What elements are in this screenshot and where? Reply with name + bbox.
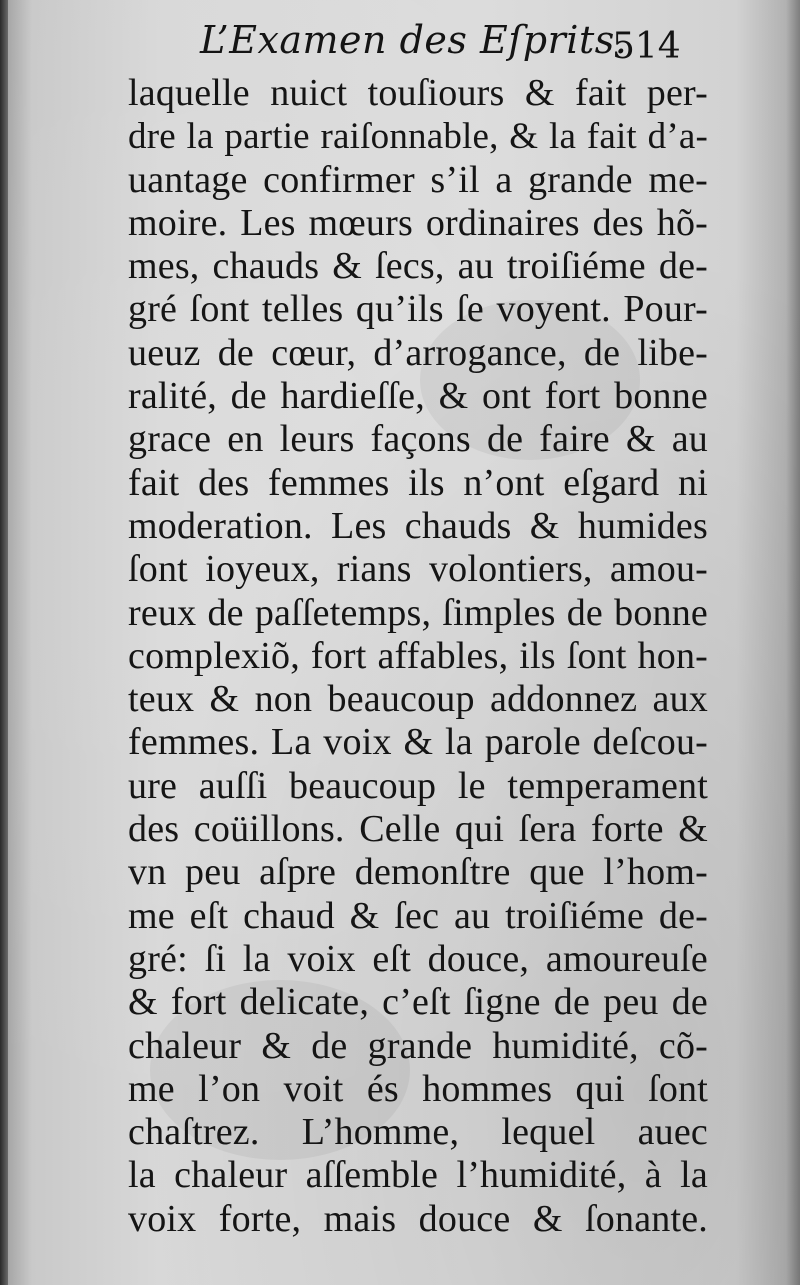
- text-line: me eſt chaud & ſec au troiſiéme de-: [128, 894, 708, 937]
- running-title: L’Examen des Eſprits.: [200, 18, 628, 62]
- text-line: moire. Les mœurs ordinaires des hõ-: [128, 201, 708, 244]
- text-line: complexiõ, fort affables, ils ſont hon-: [128, 634, 708, 677]
- text-line: ſont ioyeux, rians volontiers, amou-: [128, 548, 708, 591]
- text-line: voix forte, mais douce & ſonante.: [128, 1197, 708, 1240]
- text-line: chaleur & de grande humidité, cõ-: [128, 1024, 708, 1067]
- text-line: reux de paſſetemps, ſimples de bonne: [128, 591, 708, 634]
- text-line: chaſtrez. L’homme, lequel auec: [128, 1111, 708, 1154]
- text-line: laquelle nuict touſiours & fait per-: [128, 72, 708, 114]
- text-line: des coüillons. Celle qui ſera forte &: [128, 808, 708, 851]
- binding-gutter: [0, 0, 8, 1285]
- page-number: 514: [612, 26, 681, 67]
- text-line: mes, chauds & ſecs, au troiſiéme de-: [128, 245, 708, 288]
- text-line: & fort delicate, c’eſt ſigne de peu de: [128, 981, 708, 1024]
- text-line: ueuz de cœur, d’arrogance, de libe-: [128, 331, 708, 374]
- text-line: ure auſſi beaucoup le temperament: [128, 764, 708, 807]
- text-line: femmes. La voix & la parole deſcou-: [128, 721, 708, 764]
- text-line: dre la partie raiſonnable, & la fait d’a-: [128, 116, 708, 158]
- text-line: uantage confirmer s’il a grande me-: [128, 158, 708, 201]
- text-line: me l’on voit és hommes qui ſont: [128, 1067, 708, 1110]
- text-line: gré ſont telles qu’ils ſe voyent. Pour-: [128, 288, 708, 331]
- text-line: teux & non beaucoup addonnez aux: [128, 678, 708, 721]
- page-header: [0, 14, 800, 74]
- text-line: moderation. Les chauds & humides: [128, 504, 708, 547]
- text-line: vn peu aſpre demonſtre que l’hom-: [128, 851, 708, 894]
- body-text: [128, 72, 708, 1241]
- page-edge-shadow: [786, 0, 800, 1285]
- text-line: la chaleur aſſemble l’humidité, à la: [128, 1154, 708, 1197]
- text-line: gré: ſi la voix eſt douce, amoureuſe: [128, 937, 708, 980]
- text-line: ralité, de hardieſſe, & ont fort bonne: [128, 375, 708, 418]
- text-line: fait des femmes ils n’ont eſgard ni: [128, 461, 708, 504]
- text-line: grace en leurs façons de faire & au: [128, 418, 708, 461]
